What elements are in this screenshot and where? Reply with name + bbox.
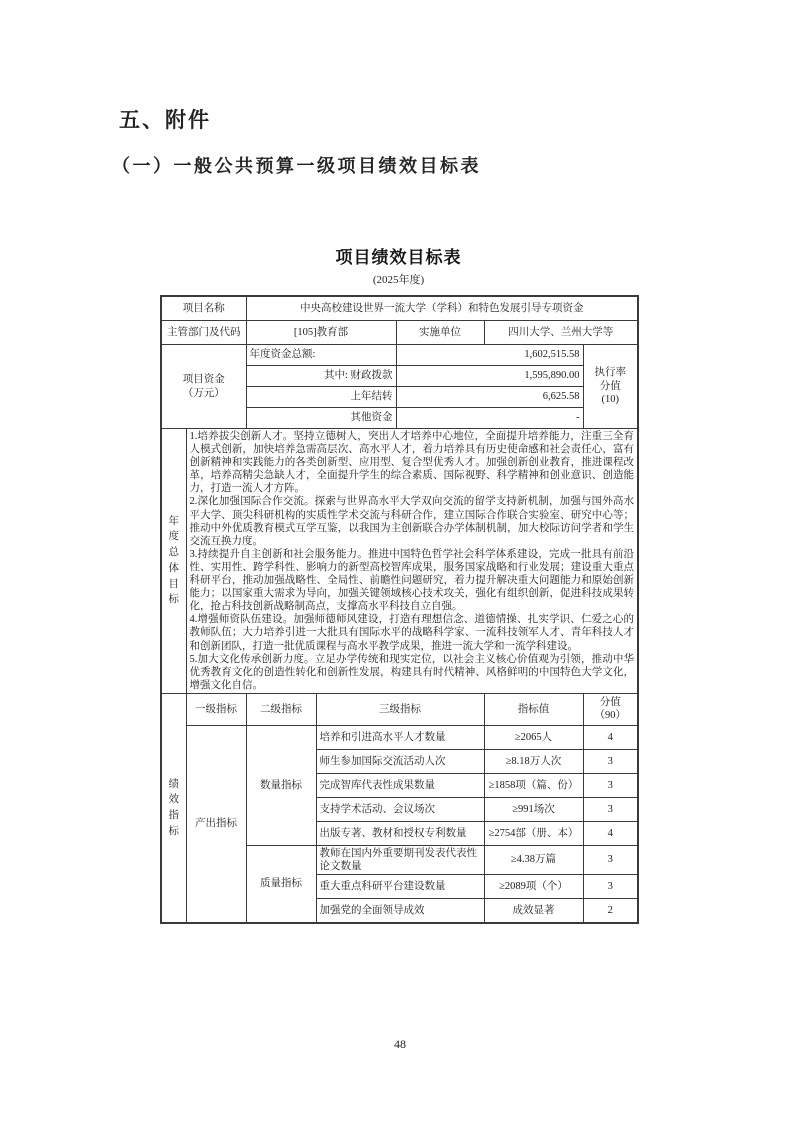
- funding-item-value: -: [396, 408, 583, 429]
- goal-paragraph: 5.加大文化传承创新力度。立足办学传统和现实定位，以社会主义核心价值观为引领，推动中华优秀教育文化的创造性转化和创新性发展，构建具有时代精神、风格鲜明的中国特色大学文化，增强文化自信。: [189, 653, 635, 691]
- indicator-score: 4: [583, 725, 638, 749]
- indicator-name: 完成智库代表性成果数量: [316, 773, 484, 797]
- execution-rate-score-label: [583, 345, 638, 429]
- level2-indicator-quality: 质量指标: [246, 845, 316, 923]
- header-score: [583, 693, 638, 725]
- indicator-score: 3: [583, 749, 638, 773]
- indicator-score: 3: [583, 845, 638, 874]
- execution-rate-line3: (10): [601, 394, 620, 406]
- indicator-value: ≥2065人: [484, 725, 583, 749]
- project-name-row: [161, 296, 638, 321]
- indicator-value: ≥4.38万篇: [484, 845, 583, 874]
- execution-rate-line2: 分值: [599, 380, 621, 392]
- level2-indicator-quantity: 数量指标: [246, 725, 316, 845]
- annual-goal-label-text: 年度总体目标: [168, 515, 179, 606]
- indicator-row: [161, 725, 638, 749]
- header-score-line1: 分值: [599, 696, 621, 708]
- goal-paragraph: 3.持续提升自主创新和社会服务能力。推进中国特色哲学社会科学体系建设，完成一批具有前沿性、实用性、跨学科性、影响力的新型高校智库成果，服务国家战略和行业发展；建设重大重点科研平台，推动加强战略性、全局性、前瞻性问题研究，着力提升解决重大问题能力和原始创新能力；以国家重大需求为导向，加强关键领域核心技术攻关，强化有组织创新，促进科技成果转化，抢占科技创新战略制高点，支撑高水平科技自立自强。: [189, 548, 635, 613]
- project-name-value: 中央高校建设世界一流大学（学科）和特色发展引导专项资金: [246, 296, 638, 321]
- department-value: [105]教育部: [246, 321, 396, 345]
- indicator-name: 师生参加国际交流活动人次: [316, 749, 484, 773]
- indicator-header-row: [161, 693, 638, 725]
- table-period: (2025年度): [372, 274, 425, 286]
- header-score-line2: （90）: [594, 710, 627, 722]
- funding-item-value: 1,602,515.58: [396, 345, 583, 366]
- indicator-value: ≥8.18万人次: [484, 749, 583, 773]
- header-value: 指标值: [484, 693, 583, 725]
- header-level3: 三级指标: [316, 693, 484, 725]
- indicator-score: 4: [583, 821, 638, 845]
- indicator-name: 支持学术活动、会议场次: [316, 797, 484, 821]
- indicator-score: 3: [583, 875, 638, 899]
- funding-item-value: 1,595,890.00: [396, 366, 583, 387]
- indicator-score: 3: [583, 773, 638, 797]
- section-heading: 五、附件: [119, 109, 211, 132]
- indicator-name: 加强党的全面领导成效: [316, 899, 484, 924]
- goal-paragraph: 4.增强师资队伍建设。加强师德师风建设，打造有理想信念、道德情操、扎实学识、仁爱之心的教师队伍；大力培养引进一大批具有国际水平的战略科学家、一流科技领军人才、青年科技人才和创新团队，打造一批优质课程与高水平教学成果，推进一流大学和一流学科建设。: [189, 614, 635, 652]
- funding-item-label: 其他资金: [246, 408, 396, 429]
- implementing-unit-label: 实施单位: [396, 321, 484, 345]
- indicators-label: [161, 693, 186, 923]
- project-name-label: 项目名称: [161, 296, 246, 321]
- level1-indicator: 产出指标: [186, 725, 246, 923]
- indicator-value: ≥2089项（个）: [484, 875, 583, 899]
- page-number: 48: [394, 1037, 406, 1051]
- indicator-score: 3: [583, 797, 638, 821]
- indicator-value: ≥2754部（册、本）: [484, 821, 583, 845]
- indicator-name: 教师在国内外重要期刊发表代表性论文数量: [316, 845, 484, 874]
- department-row: [161, 321, 638, 345]
- indicator-value: ≥1858项（篇、份）: [484, 773, 583, 797]
- indicator-name: 出版专著、教材和授权专利数量: [316, 821, 484, 845]
- funding-label-line2: （万元）: [182, 387, 225, 399]
- indicator-score: 2: [583, 899, 638, 924]
- header-level2: 二级指标: [246, 693, 316, 725]
- funding-label-line1: 项目资金: [182, 373, 225, 385]
- performance-target-table: [160, 295, 639, 924]
- funding-row: [161, 345, 638, 366]
- goal-paragraph: 2.深化加强国际合作交流。探索与世界高水平大学双向交流的留学支持新机制，加强与国外高水平大学、顶尖科研机构的实质性学术交流与科研合作，建立国际合作联合实验室、研究中心等；推动中外优质教育模式互学互鉴，以我国为主创新联合办学体制机制，加大校际访问学者和学生交流互换力度。: [189, 496, 635, 547]
- indicator-name: 培养和引进高水平人才数量: [316, 725, 484, 749]
- funding-item-label: 上年结转: [246, 387, 396, 408]
- funding-item-label: 年度资金总额:: [246, 345, 396, 366]
- funding-label: [161, 345, 246, 429]
- indicator-value: ≥991场次: [484, 797, 583, 821]
- goal-paragraph: 1.培养拔尖创新人才。坚持立德树人，突出人才培养中心地位，全面提升培养能力，注重三全育人模式创新，加快培养急需高层次、高水平人才，着力培养具有历史使命感和社会责任心，富有创新精神和实践能力的各类创新型、应用型、复合型优秀人才。加强创新创业教育，推进课程改革，培养高精尖急缺人才，全面提升学生的综合素质、国际视野、科学精神和创业意识、创造能力，打造一流人才方阵。: [189, 431, 635, 495]
- annual-goal-text: [186, 429, 638, 694]
- annual-goal-label: [161, 429, 186, 694]
- funding-item-label: 其中: 财政拨款: [246, 366, 396, 387]
- department-label: 主管部门及代码: [161, 321, 246, 345]
- implementing-unit-value: 四川大学、兰州大学等: [484, 321, 638, 345]
- annual-goal-row: [161, 429, 638, 694]
- indicator-name: 重大重点科研平台建设数量: [316, 875, 484, 899]
- subsection-heading: （一）一般公共预算一级项目绩效目标表: [112, 156, 481, 176]
- funding-item-value: 6,625.58: [396, 387, 583, 408]
- indicator-value: 成效显著: [484, 899, 583, 924]
- execution-rate-line1: 执行率: [594, 367, 627, 379]
- indicators-label-text: 绩效指标: [168, 778, 179, 837]
- table-title: 项目绩效目标表: [335, 248, 462, 267]
- header-level1: 一级指标: [186, 693, 246, 725]
